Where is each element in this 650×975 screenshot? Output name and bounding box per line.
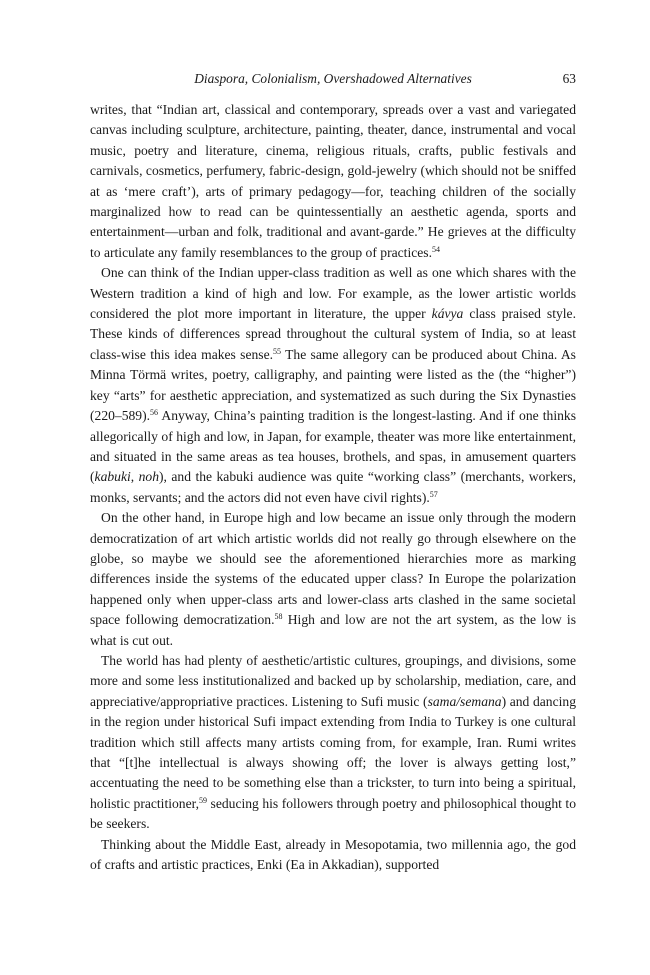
paragraph bbox=[90, 835, 576, 876]
italic-term: sama/semana bbox=[427, 693, 502, 709]
text-run: Thinking about the Middle East, already in Mesopotamia, two millennia ago, the god of crafts and artistic practices, Enki (Ea in Akkadian), supported bbox=[90, 836, 576, 873]
text-run: class praised style. These kinds of differences spread throughout the cultural system of India, so at least class-wise this idea makes sense. bbox=[90, 306, 576, 362]
text-run: , bbox=[130, 469, 139, 485]
footnote-marker: 56 bbox=[150, 408, 159, 418]
footnote-marker: 54 bbox=[431, 244, 440, 254]
italic-term: kabuki bbox=[94, 469, 131, 485]
text-run: ), and the kabuki audience was quite “working class” (merchants, workers, monks, servants; and the actors did not even have civil rights). bbox=[90, 469, 576, 505]
paragraph bbox=[90, 100, 576, 263]
footnote-marker: 58 bbox=[274, 612, 283, 622]
page-number: 63 bbox=[562, 71, 576, 86]
footnote-marker: 59 bbox=[199, 795, 208, 805]
text-run: ) and dancing in the region under historical Sufi impact extending from India to Turkey is one cultural tradition which still affects many artists coming from, for example, Iran. Rumi writes that “[t]he intellectual is always showing off; the lover is always getting lost,” accentuating the need to be something else than a trickster, to turn into being a spiritual, holistic practitioner, bbox=[90, 693, 576, 811]
paragraph bbox=[90, 508, 576, 651]
text-run: writes, that “Indian art, classical and contemporary, spreads over a vast and variegated canvas including sculpture, architecture, painting, theater, dance, instrumental and vocal music, poetry and literature, cinema, religious rituals, crafts, public festivals and carnivals, cosmetics, perfumery, fabric-design, gold-jewelry (which should not be sniffed at as ‘mere craft’), arts of primary pedagogy—for, teaching children of the socially marginalized how to read can be quintessentially an aesthetic agenda, sports and entertainment—urban and folk, traditional and avant-garde.” He grieves at the difficulty to articulate any family resemblances to the group of practices. bbox=[90, 102, 576, 260]
footnote-marker: 55 bbox=[273, 346, 282, 356]
text-run: One can think of the Indian upper-class tradition as well as one which shares with the Western tradition a kind of high and low. For example, as the lower artistic worlds considered the plot more important in literature, the upper bbox=[90, 265, 576, 322]
text-run: Anyway, China’s painting tradition is the longest-lasting. And if one thinks allegorically of high and low, in Japan, for example, theater was more like entertainment, and situated in the same areas as tea houses, brothels, and spas, in amusement quarters ( bbox=[90, 408, 576, 485]
paragraph bbox=[90, 263, 576, 508]
text-run: High and low are not the art system, as the low is what is cut out. bbox=[90, 612, 576, 648]
text-run: On the other hand, in Europe high and low became an issue only through the modern democratization of art which artistic worlds did not really go through elsewhere on the globe, so maybe we should see the aforementioned hierarchies more as marking differences inside the systems of the educated upper class? In Europe the polarization happened only when upper-class arts and lower-class arts clashed in the same societal space following democratization. bbox=[90, 510, 576, 628]
paragraph bbox=[90, 651, 576, 835]
text-run: seducing his followers through poetry and philosophical thought to be seekers. bbox=[90, 795, 576, 832]
body-text bbox=[90, 100, 576, 875]
italic-term: kávya bbox=[431, 306, 464, 322]
italic-term: noh bbox=[138, 469, 160, 485]
text-run: The same allegory can be produced about China. As Minna Törmä writes, poetry, calligraphy, and painting were listed as the (the “higher”) key “arts” for aesthetic appreciation, and systematized as such during the Six Dynasties (220–589). bbox=[90, 346, 576, 424]
text-run: The world has had plenty of aesthetic/artistic cultures, groupings, and divisions, some more and some less institutionalized and backed up by scholarship, mediation, care, and appreciative/appropriative practices. Listening to Sufi music ( bbox=[90, 652, 576, 709]
footnote-marker: 57 bbox=[429, 489, 438, 499]
page-header bbox=[90, 71, 576, 89]
running-title: Diaspora, Colonialism, Overshadowed Alternatives bbox=[194, 71, 472, 86]
